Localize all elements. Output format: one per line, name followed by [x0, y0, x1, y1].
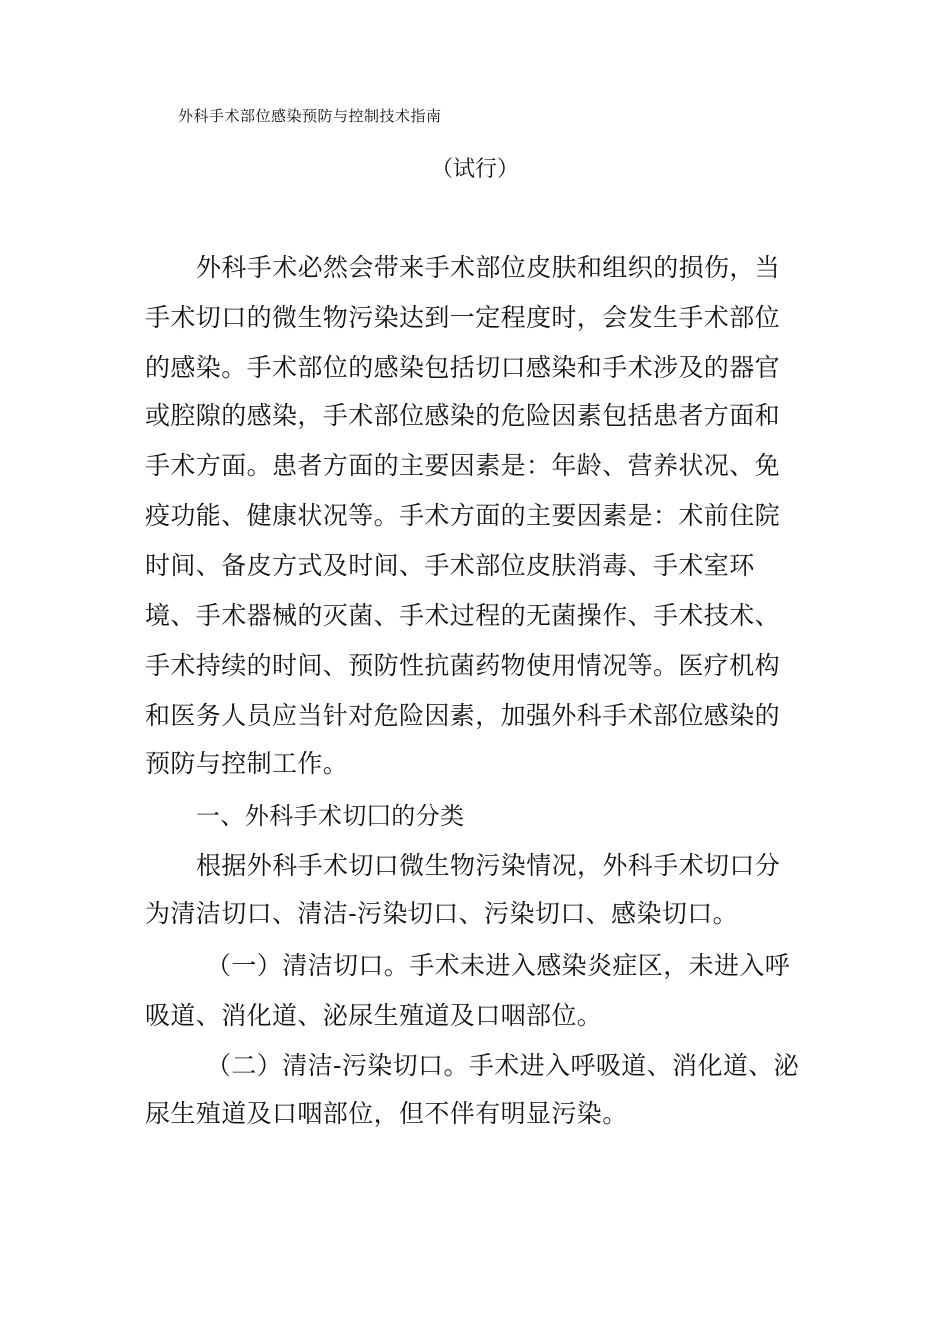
body-line: 的感染。手术部位的感染包括切口感染和手术涉及的器官	[145, 353, 781, 382]
body-line: 预防与控制工作。	[145, 749, 349, 778]
body-line: 手术切口的微生物污染达到一定程度时，会发生手术部位	[145, 303, 781, 332]
body-line: 疫功能、健康状况等。手术方面的主要因素是：术前住院	[145, 501, 781, 530]
body-line: 境、手术器械的灭菌、手术过程的无菌操作、手术技术、	[145, 601, 781, 630]
body-line: 为清洁切口、清洁-污染切口、污染切口、感染切口。	[145, 899, 739, 928]
body-line: 尿生殖道及口咽部位，但不伴有明显污染。	[145, 1099, 628, 1128]
body-line: 手术持续的时间、预防性抗菌药物使用情况等。医疗机构	[145, 651, 781, 680]
body-line: 时间、备皮方式及时间、手术部位皮肤消毒、手术室环	[145, 551, 755, 580]
body-line: 或腔隙的感染，手术部位感染的危险因素包括患者方面和	[145, 401, 781, 430]
body-line: 手术方面。患者方面的主要因素是：年龄、营养状况、免	[145, 451, 781, 480]
document-title: 外科手术部位感染预防与控制技术指南	[178, 107, 442, 125]
document-subtitle: （试行）	[430, 157, 519, 182]
body-line: 外科手术必然会带来手术部位皮肤和组织的损伤，当	[196, 253, 781, 282]
body-line: 吸道、消化道、泌尿生殖道及口咽部位。	[145, 1001, 603, 1030]
body-line: （二）清洁-污染切口。手术进入呼吸道、消化道、泌	[206, 1051, 800, 1080]
section-heading: 一、外科手术切囗的分类	[196, 802, 465, 830]
body-line: 根据外科手术切口微生物污染情况，外科手术切口分	[196, 851, 781, 880]
body-line: （一）清洁切口。手术未进入感染炎症区，未进入呼	[206, 951, 791, 980]
body-line: 和医务人员应当针对危险因素，加强外科手术部位感染的	[145, 701, 781, 730]
